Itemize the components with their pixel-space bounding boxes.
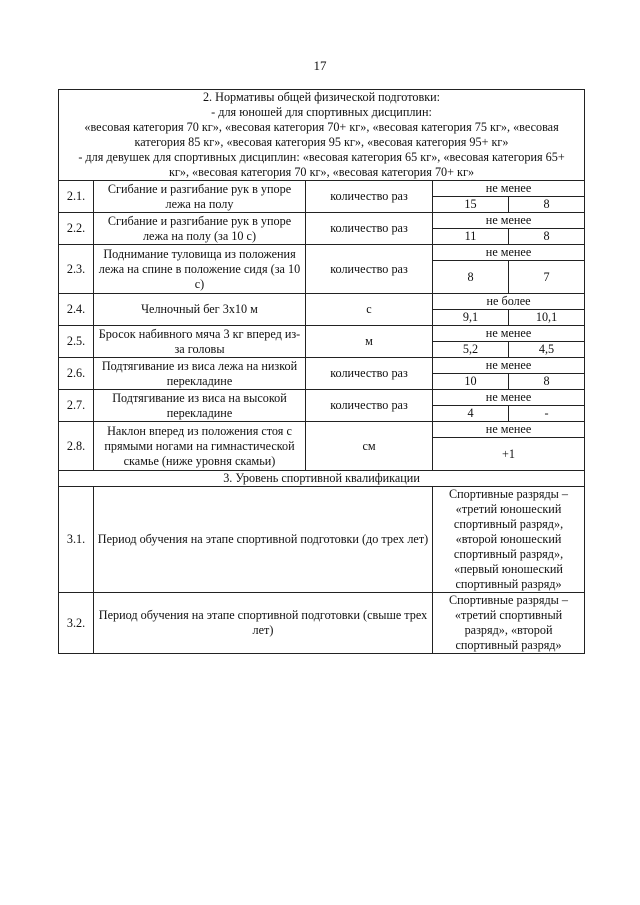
page-number: 17 bbox=[313, 58, 327, 73]
condition-cell: не менее bbox=[433, 358, 585, 374]
row-number: 2.3. bbox=[59, 245, 94, 294]
exercise-name: Сгибание и разгибание рук в упоре лежа на полу bbox=[94, 181, 306, 213]
boys-value: 11 bbox=[433, 229, 509, 245]
norm-row bbox=[59, 422, 585, 438]
norm-row bbox=[59, 294, 585, 310]
section-2-line: категория 85 кг», «весовая категория 95 кг», «весовая категория 95+ кг» bbox=[134, 135, 509, 149]
section-2-line: - для юношей для спортивных дисциплин: bbox=[211, 105, 432, 119]
row-number: 2.6. bbox=[59, 358, 94, 390]
norm-row bbox=[59, 245, 585, 261]
section-2-header bbox=[59, 90, 585, 181]
girls-value: 8 bbox=[509, 229, 585, 245]
exercise-name: Подтягивание из виса лежа на низкой перекладине bbox=[94, 358, 306, 390]
boys-value: 5,2 bbox=[433, 342, 509, 358]
condition-cell: не менее bbox=[433, 326, 585, 342]
period-name: Период обучения на этапе спортивной подготовки (свыше трех лет) bbox=[94, 593, 433, 654]
unit-cell: количество раз bbox=[306, 358, 433, 390]
boys-value: 10 bbox=[433, 374, 509, 390]
condition-cell: не менее bbox=[433, 422, 585, 438]
qualification-cell: Спортивные разряды – «третий спортивный разряд», «второй спортивный разряд» bbox=[433, 593, 585, 654]
exercise-name: Поднимание туловища из положения лежа на спине в положение сидя (за 10 с) bbox=[94, 245, 306, 294]
unit-cell: количество раз bbox=[306, 213, 433, 245]
girls-value: 4,5 bbox=[509, 342, 585, 358]
row-number: 2.5. bbox=[59, 326, 94, 358]
unit-cell: с bbox=[306, 294, 433, 326]
section-3-header bbox=[59, 471, 585, 487]
section-2-line: «весовая категория 70 кг», «весовая категория 70+ кг», «весовая категория 75 кг», «весовая bbox=[84, 120, 559, 134]
girls-value: - bbox=[509, 406, 585, 422]
unit-cell: м bbox=[306, 326, 433, 358]
row-number: 3.2. bbox=[59, 593, 94, 654]
girls-value: 8 bbox=[509, 197, 585, 213]
section-3-title: 3. Уровень спортивной квалификации bbox=[59, 471, 585, 487]
section-2-line: - для девушек для спортивных дисциплин: «весовая категория 65 кг», «весовая категория 65+ bbox=[78, 150, 565, 164]
exercise-name: Бросок набивного мяча 3 кг вперед из-за головы bbox=[94, 326, 306, 358]
girls-value: 8 bbox=[509, 374, 585, 390]
condition-cell: не менее bbox=[433, 390, 585, 406]
condition-cell: не менее bbox=[433, 181, 585, 197]
qualification-cell: Спортивные разряды – «третий юношеский спортивный разряд», «второй юношеский спортивный разряд», «первый юношеский спортивный разряд» bbox=[433, 487, 585, 593]
girls-value: 7 bbox=[509, 261, 585, 294]
boys-value: 8 bbox=[433, 261, 509, 294]
condition-cell: не менее bbox=[433, 245, 585, 261]
exercise-name: Подтягивание из виса на высокой перекладине bbox=[94, 390, 306, 422]
norm-row bbox=[59, 390, 585, 406]
qualification-row bbox=[59, 487, 585, 593]
norm-row bbox=[59, 326, 585, 342]
norm-row bbox=[59, 181, 585, 197]
unit-cell: количество раз bbox=[306, 390, 433, 422]
condition-cell: не более bbox=[433, 294, 585, 310]
exercise-name: Сгибание и разгибание рук в упоре лежа на полу (за 10 с) bbox=[94, 213, 306, 245]
row-number: 2.4. bbox=[59, 294, 94, 326]
unit-cell: количество раз bbox=[306, 245, 433, 294]
qualification-row bbox=[59, 593, 585, 654]
unit-cell: количество раз bbox=[306, 181, 433, 213]
boys-value: 9,1 bbox=[433, 310, 509, 326]
boys-value: 15 bbox=[433, 197, 509, 213]
single-value: +1 bbox=[433, 438, 585, 471]
period-name: Период обучения на этапе спортивной подготовки (до трех лет) bbox=[94, 487, 433, 593]
section-2-line: кг», «весовая категория 70 кг», «весовая категория 70+ кг» bbox=[168, 165, 475, 179]
condition-cell: не менее bbox=[433, 213, 585, 229]
row-number: 2.8. bbox=[59, 422, 94, 471]
row-number: 2.2. bbox=[59, 213, 94, 245]
boys-value: 4 bbox=[433, 406, 509, 422]
exercise-name: Наклон вперед из положения стоя с прямыми ногами на гимнастической скамье (ниже уровня скамьи) bbox=[94, 422, 306, 471]
norm-row bbox=[59, 213, 585, 229]
row-number: 3.1. bbox=[59, 487, 94, 593]
row-number: 2.1. bbox=[59, 181, 94, 213]
exercise-name: Челночный бег 3х10 м bbox=[94, 294, 306, 326]
girls-value: 10,1 bbox=[509, 310, 585, 326]
row-number: 2.7. bbox=[59, 390, 94, 422]
norms-table bbox=[58, 89, 585, 654]
section-2-title: 2. Нормативы общей физической подготовки: bbox=[202, 90, 441, 104]
unit-cell: см bbox=[306, 422, 433, 471]
norm-row bbox=[59, 358, 585, 374]
